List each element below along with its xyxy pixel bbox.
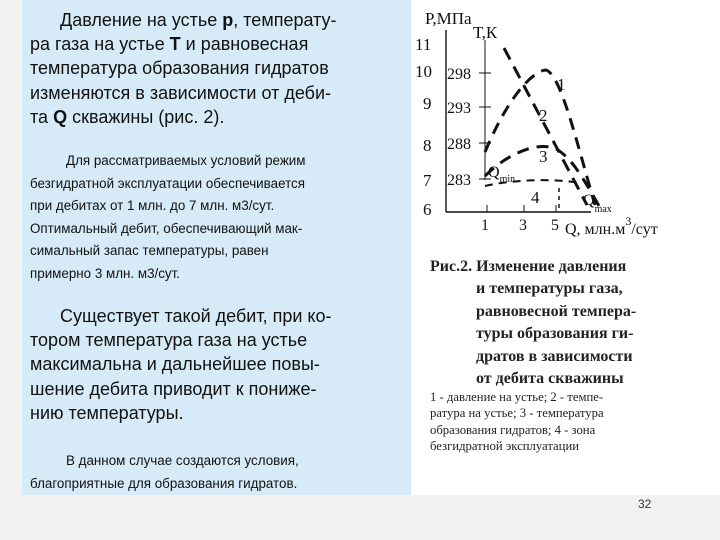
- text-line: Давление на устье р, температу-: [60, 10, 337, 30]
- curve-label: 1: [557, 75, 566, 94]
- p-tick-labels: [415, 35, 432, 219]
- t-axis-label: Т,К: [473, 23, 498, 42]
- page-number: 32: [638, 497, 652, 511]
- qmax-label: $Q_{max}$: [583, 192, 612, 215]
- q-tick: 1: [481, 217, 489, 234]
- curve-label: 4: [531, 188, 540, 207]
- q-tick-labels: [481, 217, 559, 234]
- curve-label: 3: [539, 147, 548, 166]
- qmin-label: $Q_{min}$: [488, 164, 516, 185]
- p-tick: 9: [423, 94, 432, 113]
- text-line: максимальна и дальнейшее повы-: [30, 354, 320, 375]
- p-tick: 11: [415, 35, 432, 54]
- text-line: шение дебита приводит к пониже-: [30, 378, 317, 399]
- text-line: нию температуры.: [30, 402, 184, 423]
- text-line: ра газа на устье Т и равновесная: [30, 34, 309, 55]
- pressure-temperature-figure: [411, 0, 720, 250]
- text-line: Оптимальный дебит, обеспечивающий мак-: [30, 220, 303, 236]
- paragraph-max-temperature: [30, 304, 406, 425]
- text-line: благоприятные для образования гидратов.: [30, 475, 298, 491]
- caption-line: и температуры газа,: [476, 280, 623, 298]
- q-tick: 3: [519, 217, 527, 234]
- paragraph-hydrate-free-mode: [30, 150, 406, 286]
- text-line: Существует такой дебит, при ко-: [60, 306, 332, 326]
- figure-caption: [430, 256, 716, 390]
- text-line: симальный запас температуры, равен: [30, 243, 269, 259]
- q-tick-marks: [487, 205, 556, 212]
- caption-line: Рис.2. Изменение давления: [430, 258, 627, 275]
- figure-legend: [430, 389, 716, 454]
- legend-line: 1 - давление на устье; 2 - темпе-: [430, 390, 604, 404]
- caption-line: от дебита скважины: [476, 370, 624, 388]
- text-line: при дебитах от 1 млн. до 7 млн. м3/сут.: [30, 198, 275, 214]
- p-tick: 8: [423, 136, 432, 155]
- text-line: В данном случае создаются условия,: [66, 453, 299, 468]
- curve-labels: [531, 75, 566, 207]
- p-tick: 10: [415, 62, 432, 81]
- t-tick: 288: [447, 136, 471, 153]
- t-tick: 298: [447, 66, 471, 83]
- caption-line: туры образования ги-: [476, 325, 634, 343]
- legend-line: безгидратной эксплуатации: [430, 438, 580, 453]
- t-tick: 283: [447, 172, 471, 189]
- paragraph-pressure-temperature: [30, 8, 406, 129]
- t-tick-labels: [447, 66, 471, 189]
- text-line: изменяются в зависимости от деби-: [30, 82, 331, 103]
- text-line: та Q скважины (рис. 2).: [30, 106, 225, 127]
- text-line: безгидратной эксплуатации обеспечивается: [30, 175, 306, 191]
- q-axis-label: Q, $млн.м^3$/сут: [565, 214, 658, 238]
- text-line: Для рассматриваемых условий режим: [66, 153, 306, 168]
- legend-line: ратура на устье; 3 - температура: [430, 406, 604, 421]
- t-tick: 293: [447, 100, 471, 117]
- q-tick: 5: [551, 217, 559, 234]
- legend-line: образования гидратов; 4 - зона: [430, 422, 596, 437]
- p-tick: 6: [423, 200, 432, 219]
- paragraph-hydrate-conditions: [30, 450, 406, 495]
- text-line: температура образования гидратов: [30, 58, 329, 79]
- caption-line: дратов в зависимости: [476, 347, 633, 365]
- p-axis-label: Р,МПа: [425, 9, 472, 28]
- text-line: примерно 3 млн. м3/сут.: [30, 265, 180, 281]
- caption-line: равновесной темпера-: [476, 302, 637, 320]
- p-tick: 7: [423, 171, 432, 190]
- curve-label: 2: [539, 106, 548, 125]
- text-line: тором температура газа на устье: [30, 330, 308, 351]
